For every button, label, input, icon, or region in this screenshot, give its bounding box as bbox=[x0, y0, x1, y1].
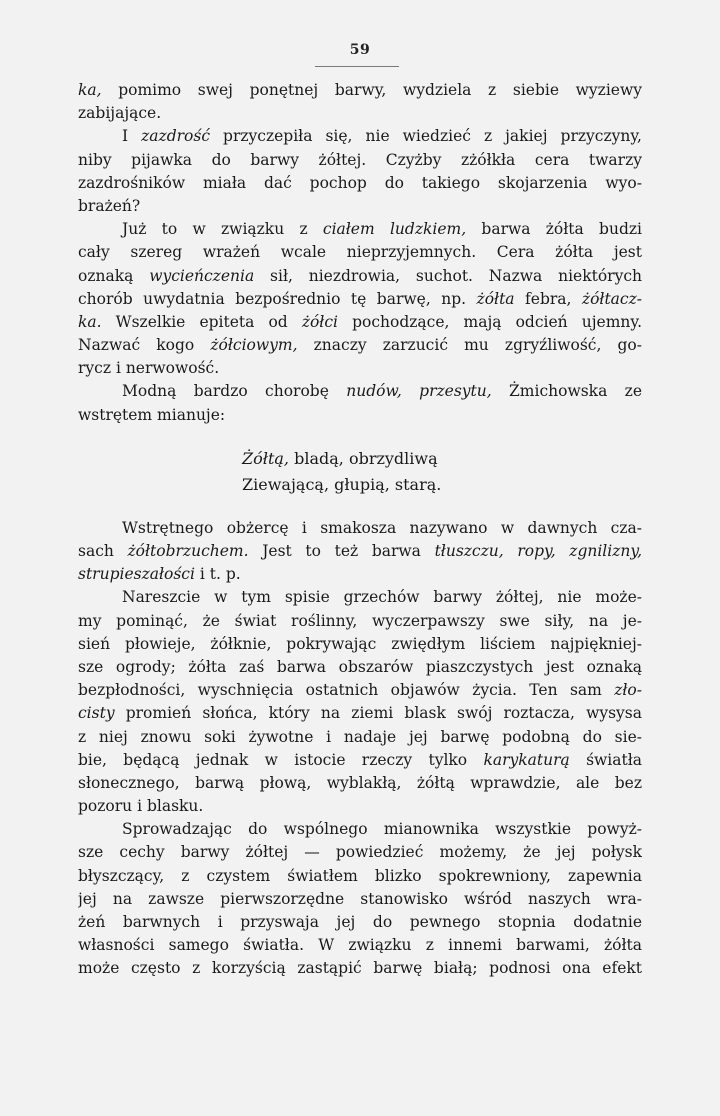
italic-run: żółtacz- bbox=[581, 289, 642, 308]
text-line bbox=[78, 79, 642, 102]
italic-run: zazdrość bbox=[141, 127, 211, 146]
verse-spacer-top bbox=[78, 427, 642, 446]
text-line bbox=[78, 357, 642, 380]
text-line bbox=[78, 334, 642, 357]
text-run: sach bbox=[78, 542, 128, 560]
text-run: sze ogrody; żółta zaś barwa obszarów piaszczystych jest oznaką bbox=[78, 657, 642, 676]
text-line bbox=[78, 633, 642, 656]
italic-run: wycieńczenia bbox=[149, 266, 255, 285]
text-run: Nareszcie w tym spisie grzechów barwy żółtej, nie może- bbox=[122, 588, 642, 607]
text-run: pomimo swej ponętnej barwy, wydziela z siebie wyziewy bbox=[101, 81, 642, 99]
text-line bbox=[78, 404, 642, 427]
page-number: 59 bbox=[349, 42, 371, 58]
text-line bbox=[78, 656, 642, 679]
text-run: wstrętem mianuje: bbox=[78, 405, 226, 424]
paragraphs-after-verse bbox=[78, 517, 642, 981]
text-run: i t. p. bbox=[194, 565, 241, 584]
text-line bbox=[78, 517, 642, 540]
text-run: sień płowieje, żółknie, pokrywając zwiędłym liściem najpiękniej- bbox=[78, 634, 642, 653]
text-run: Ziewającą, głupią, starą. bbox=[242, 474, 442, 494]
text-line bbox=[78, 749, 642, 772]
verse-quote bbox=[78, 446, 642, 498]
italic-run: karykaturą bbox=[483, 750, 570, 769]
text-run: własności samego światła. W związku z innemi barwami, żółta bbox=[78, 936, 642, 955]
text-line bbox=[78, 818, 642, 841]
text-line bbox=[78, 772, 642, 795]
text-run: I bbox=[122, 127, 142, 146]
text-line bbox=[78, 888, 642, 911]
verse-line bbox=[78, 446, 642, 472]
italic-run: ciałem ludzkiem, bbox=[322, 220, 467, 239]
text-line bbox=[78, 726, 642, 749]
text-run: cały szereg wrażeń wcale nieprzyjemnych. Cera żółta jest bbox=[78, 243, 642, 262]
text-run: żeń barwnych i przyswaja jej do pewnego stopnia dodatnie bbox=[78, 913, 642, 931]
italic-run: ka. bbox=[78, 312, 102, 331]
text-run: sił, niezdrowia, suchot. Nazwa niektórych bbox=[254, 266, 642, 285]
text-line bbox=[78, 125, 642, 148]
text-run: z niej znowu soki żywotne i nadaje jej barwę podobną do sie- bbox=[78, 727, 642, 746]
italic-run: ka, bbox=[78, 81, 102, 99]
text-run: bladą, obrzydliwą bbox=[289, 448, 438, 468]
text-run: przyczepiła się, nie wiedzieć z jakiej przyczyny, bbox=[210, 127, 642, 146]
text-line bbox=[78, 540, 642, 563]
body-text bbox=[78, 79, 642, 981]
text-line bbox=[78, 311, 642, 334]
text-run: febra, bbox=[514, 289, 582, 308]
text-run: Sprowadzając do wspólnego mianownika wszystkie powyż- bbox=[122, 820, 642, 839]
text-run: światła bbox=[569, 750, 642, 769]
text-run: sze cechy barwy żółtej — powiedzieć możemy, że jej połysk bbox=[78, 843, 642, 862]
text-line bbox=[78, 149, 642, 172]
text-run: może często z korzyścią zastąpić barwę białą; podnosi ona efekt bbox=[78, 959, 642, 978]
italic-run: zło- bbox=[614, 681, 642, 700]
text-run: rycz i nerwowość. bbox=[78, 359, 220, 378]
text-run: znaczy zarzucić mu zgryźliwość, go- bbox=[297, 336, 642, 355]
text-run: pozoru i blasku. bbox=[78, 797, 204, 816]
text-run: pochodzące, mają odcień ujemny. bbox=[337, 312, 642, 331]
text-line bbox=[78, 218, 642, 241]
text-line bbox=[78, 586, 642, 609]
text-run: oznaką bbox=[78, 266, 150, 285]
italic-run: żółci bbox=[301, 312, 338, 331]
verse-line bbox=[78, 472, 642, 498]
italic-run: Żółtą, bbox=[242, 448, 289, 468]
text-run: brażeń? bbox=[78, 196, 141, 215]
text-line bbox=[78, 957, 642, 980]
italic-run: żółta bbox=[476, 289, 515, 308]
italic-run: żółtobrzuchem. bbox=[127, 542, 249, 560]
text-run: barwa żółta budzi bbox=[466, 220, 642, 239]
text-run: zabijające. bbox=[78, 104, 162, 123]
text-line bbox=[78, 795, 642, 818]
verse-spacer-bottom bbox=[78, 498, 642, 517]
text-run: bie, będącą jednak w istocie rzeczy tylko bbox=[78, 750, 484, 769]
page-number-rule bbox=[315, 66, 399, 67]
text-run: Wstrętnego obżercę i smakosza nazywano w dawnych cza- bbox=[122, 518, 642, 537]
text-line bbox=[78, 380, 642, 403]
text-line bbox=[78, 265, 642, 288]
text-run: Żmichowska ze bbox=[491, 382, 642, 401]
text-line bbox=[78, 865, 642, 888]
text-line bbox=[78, 702, 642, 725]
text-line bbox=[78, 563, 642, 586]
text-line bbox=[78, 610, 642, 633]
text-run: błyszczący, z czystem światłem blizko spokrewniony, zapewnia bbox=[78, 866, 642, 885]
text-run: promień słońca, który na ziemi blask swój roztacza, wysysa bbox=[114, 704, 642, 723]
text-line bbox=[78, 172, 642, 195]
text-line bbox=[78, 241, 642, 264]
text-run: Już to w związku z bbox=[122, 220, 323, 239]
paragraphs-before-verse bbox=[78, 79, 642, 427]
text-line bbox=[78, 679, 642, 702]
text-line bbox=[78, 911, 642, 934]
text-run: Wszelkie epiteta od bbox=[101, 312, 302, 331]
italic-run: cisty bbox=[78, 704, 115, 723]
text-line bbox=[78, 102, 642, 125]
text-run: zazdrośników miała dać pochop do takiego skojarzenia wyo- bbox=[78, 173, 642, 192]
text-line bbox=[78, 195, 642, 218]
text-run: jej na zawsze pierwszorzędne stanowisko wśród naszych wra- bbox=[78, 889, 642, 908]
text-run: Jest to też barwa bbox=[248, 542, 435, 560]
text-line bbox=[78, 288, 642, 311]
text-line bbox=[78, 841, 642, 864]
italic-run: strupieszałości bbox=[78, 565, 195, 584]
italic-run: nudów, przesytu, bbox=[346, 382, 492, 401]
text-line bbox=[78, 934, 642, 957]
text-run: niby pijawka do barwy żółtej. Czyżby zżółkła cera twarzy bbox=[78, 150, 642, 169]
italic-run: żółciowym, bbox=[210, 336, 298, 355]
text-run: słonecznego, barwą płową, wyblakłą, żółtą wprawdzie, ale bez bbox=[78, 773, 642, 792]
text-run: Nazwać kogo bbox=[78, 336, 211, 355]
text-run: bezpłodności, wyschnięcia ostatnich objawów życia. Ten sam bbox=[78, 681, 615, 700]
text-run: my pominąć, że świat roślinny, wyczerpawszy swe siły, na je- bbox=[78, 611, 642, 630]
text-run: Modną bardzo chorobę bbox=[122, 382, 347, 401]
italic-run: tłuszczu, ropy, zgnilizny, bbox=[434, 542, 642, 560]
text-run: chorób uwydatnia bezpośrednio tę barwę, np. bbox=[78, 289, 477, 308]
